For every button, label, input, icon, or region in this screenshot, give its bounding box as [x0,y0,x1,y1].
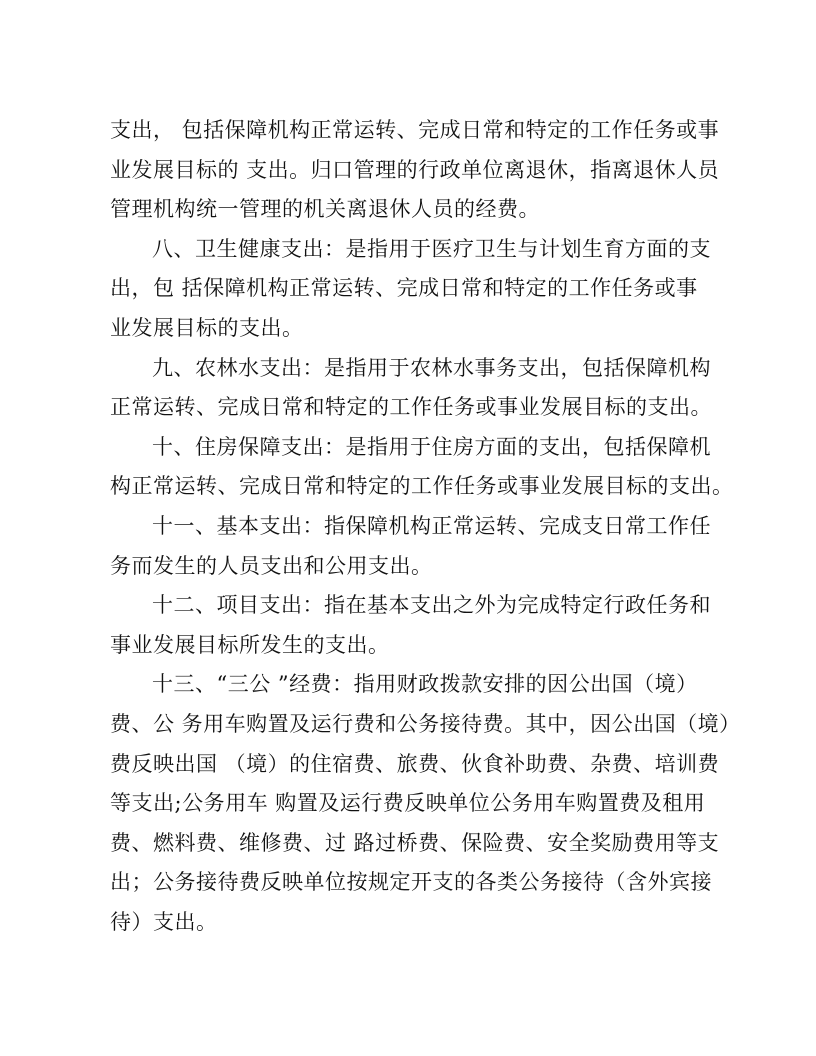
text-line: 管理机构统一管理的机关离退休人员的经费。 [110,197,540,222]
text-line: 构正常运转、完成日常和特定的工作任务或事业发展目标的支出。 [110,474,734,499]
text-line: 十三、“三公 ”经费：指用财政拨款安排的因公出国（境） [152,672,698,697]
text-line: 十二、项目支出：指在基本支出之外为完成特定行政任务和 [152,593,711,618]
paragraph-agriculture-expenditure [110,349,720,428]
text-line: 等支出;公务用车 购置及运行费反映单位公务用车购置费及租用 [110,791,706,816]
text-line: 业发展目标的 支出。归口管理的行政单位离退休，指离退休人员 [110,157,720,182]
text-line: 出；公务接待费反映单位按规定开支的各类公务接待（含外宾接 [110,870,712,895]
text-line: 出，包 括保障机构正常运转、完成日常和特定的工作任务或事 [110,276,698,301]
text-line: 待）支出。 [110,909,218,934]
paragraph-three-public-expenses [110,665,741,942]
paragraph-continuation [110,111,720,230]
text-line: 八、卫生健康支出：是指用于医疗卫生与计划生育方面的支 [152,236,711,261]
text-line: 正常运转、完成日常和特定的工作任务或事业发展目标的支出。 [110,395,712,420]
text-line: 费反映出国 （境）的住宿费、旅费、伙食补助费、杂费、培训费 [110,751,720,776]
paragraph-housing-expenditure [110,428,734,507]
text-line: 支出， 包括保障机构正常运转、完成日常和特定的工作任务或事 [110,118,720,142]
text-line: 费、公 务用车购置及运行费和公务接待费。其中，因公出国（境） [110,711,741,736]
text-line: 九、农林水支出：是指用于农林水事务支出，包括保障机构 [152,355,711,380]
paragraph-basic-expenditure [110,507,720,586]
text-line: 业发展目标的支出。 [110,315,304,340]
text-line: 十一、基本支出：指保障机构正常运转、完成支日常工作任 [152,513,711,538]
paragraph-health-expenditure [110,230,720,349]
text-line: 事业发展目标所发生的支出。 [110,632,390,657]
text-line: 十、住房保障支出：是指用于住房方面的支出，包括保障机 [152,434,711,459]
text-line: 务而发生的人员支出和公用支出。 [110,553,433,578]
paragraph-project-expenditure [110,586,720,665]
body-text [110,111,741,942]
text-line: 费、燃料费、维修费、过 路过桥费、保险费、安全奖励费用等支 [110,830,720,855]
